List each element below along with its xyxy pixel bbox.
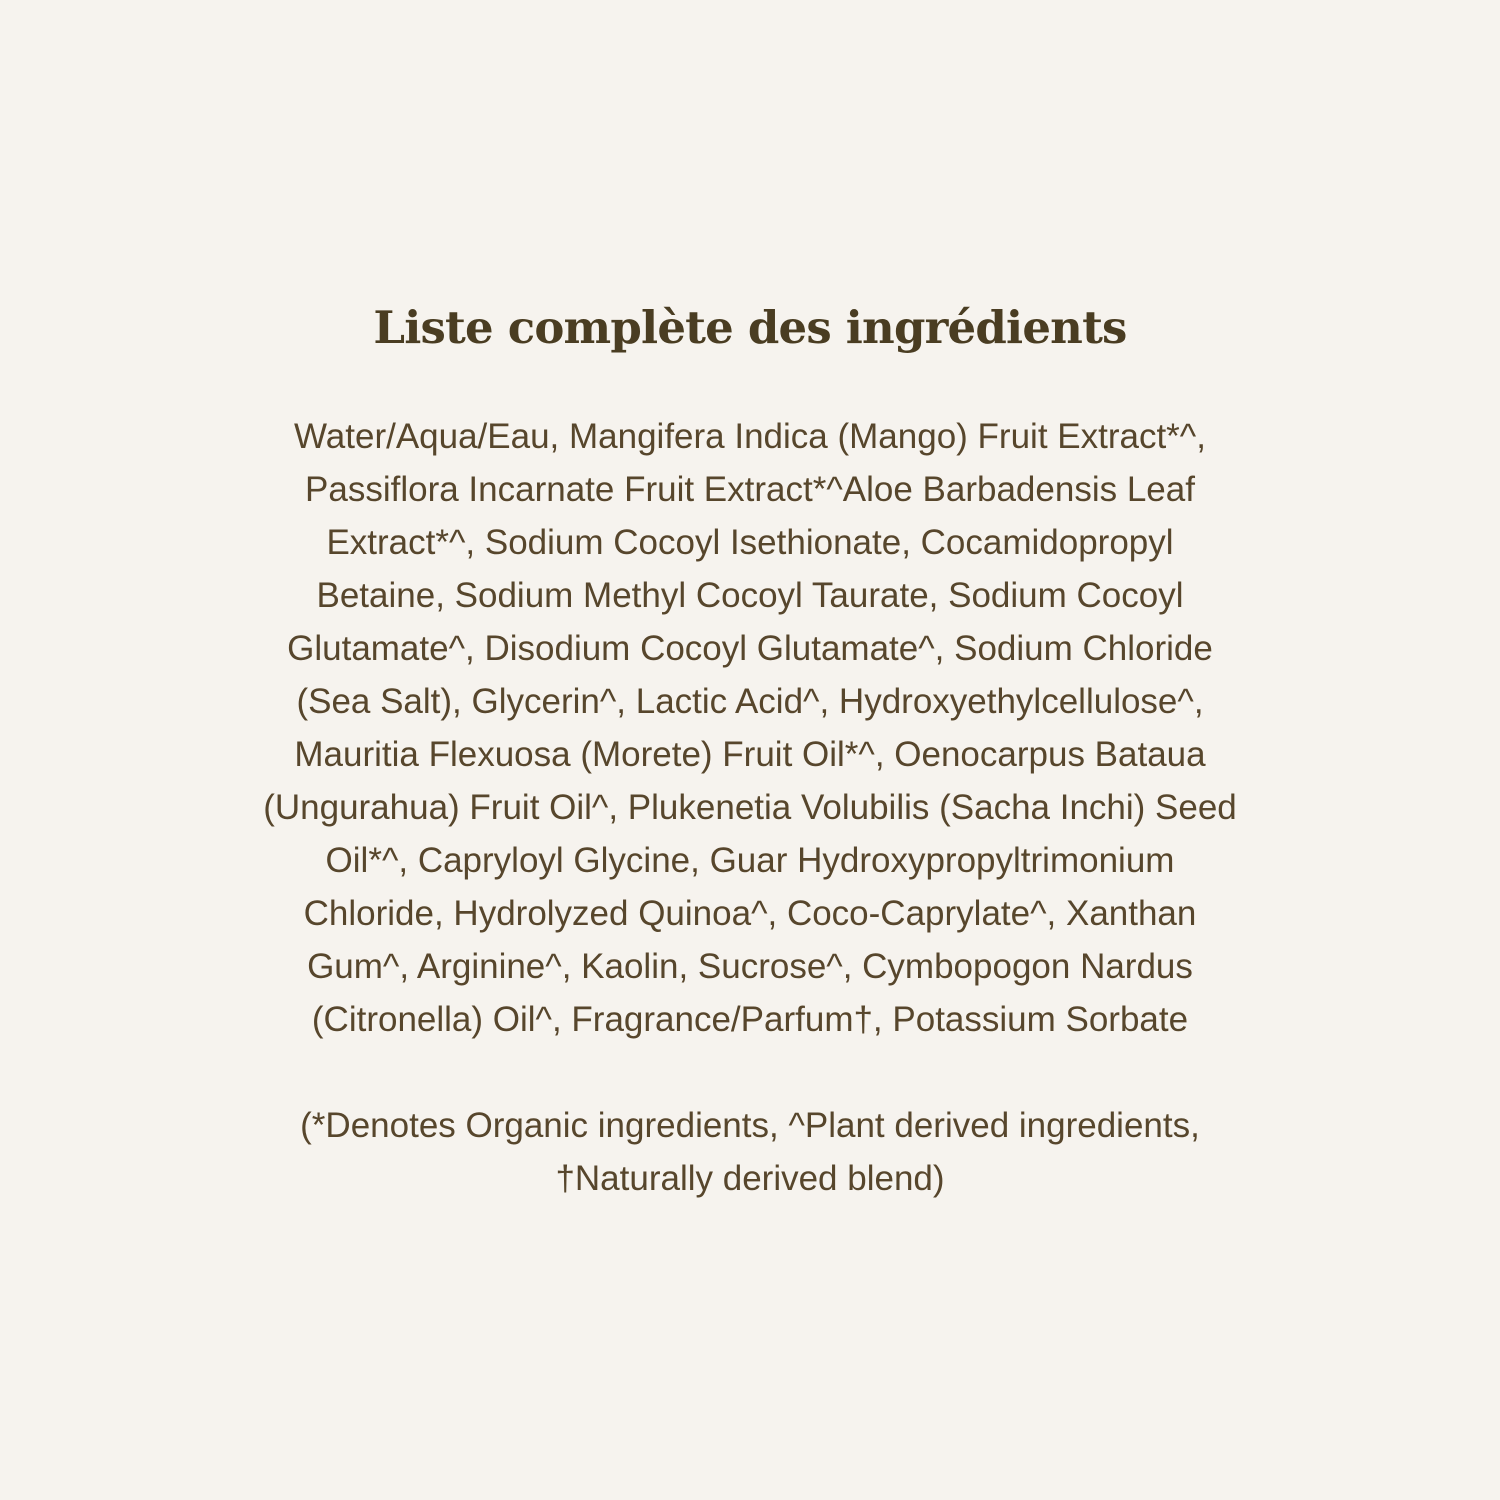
ingredient-line: Gum^, Arginine^, Kaolin, Sucrose^, Cymbopogon Nardus (307, 947, 1193, 986)
footnote (150, 1099, 1350, 1205)
footnote-line: (*Denotes Organic ingredients, ^Plant derived ingredients, (300, 1106, 1200, 1145)
ingredient-line: Oil*^, Capryloyl Glycine, Guar Hydroxypropyltrimonium (325, 841, 1175, 880)
page-title: Liste complète des ingrédients (373, 301, 1127, 354)
ingredient-list (150, 410, 1350, 1046)
ingredient-line: Passiflora Incarnate Fruit Extract*^Aloe Barbadensis Leaf (305, 470, 1195, 509)
ingredient-line: (Ungurahua) Fruit Oil^, Plukenetia Volubilis (Sacha Inchi) Seed (263, 788, 1237, 827)
ingredient-line: Glutamate^, Disodium Cocoyl Glutamate^, Sodium Chloride (287, 629, 1213, 668)
ingredient-line: Extract*^, Sodium Cocoyl Isethionate, Cocamidopropyl (326, 523, 1174, 562)
ingredient-line: Betaine, Sodium Methyl Cocoyl Taurate, Sodium Cocoyl (316, 576, 1184, 615)
ingredient-line: (Sea Salt), Glycerin^, Lactic Acid^, Hydroxyethylcellulose^, (296, 682, 1204, 721)
ingredient-line: (Citronella) Oil^, Fragrance/Parfum†, Potassium Sorbate (311, 1000, 1189, 1039)
ingredient-line: Chloride, Hydrolyzed Quinoa^, Coco-Caprylate^, Xanthan (303, 894, 1197, 933)
ingredient-line: Water/Aqua/Eau, Mangifera Indica (Mango) Fruit Extract*^, (294, 417, 1206, 456)
ingredient-line: Mauritia Flexuosa (Morete) Fruit Oil*^, Oenocarpus Bataua (294, 735, 1206, 774)
footnote-line: †Naturally derived blend) (555, 1159, 945, 1198)
